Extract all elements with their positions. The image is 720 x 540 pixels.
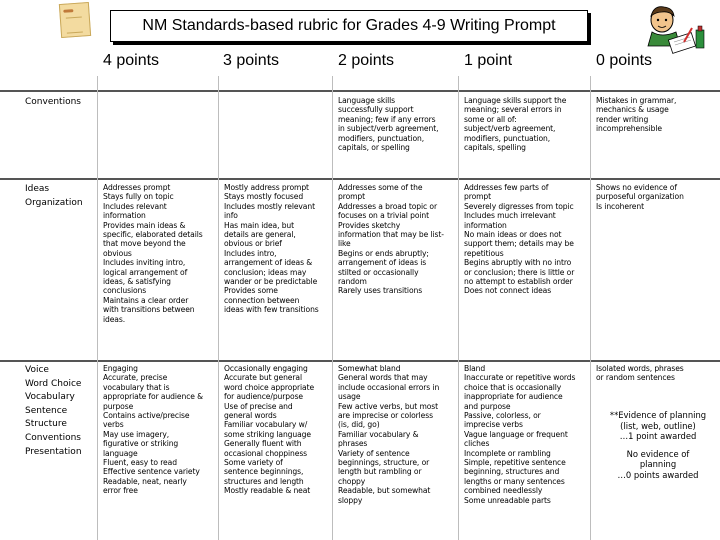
rubric-text-line: choice that is occasionally — [464, 382, 562, 392]
rubric-text-line: Accurate, precise — [103, 373, 168, 383]
rubric-text-line: some or all of: — [464, 114, 517, 124]
cell-voice-3-points — [224, 364, 332, 496]
column-divider — [218, 76, 219, 540]
rubric-text-line: Engaging — [103, 364, 138, 373]
rubric-text-line: Rarely uses transitions — [338, 286, 423, 296]
cell-ideas-1-point — [464, 183, 590, 296]
rubric-text-line: some striking language — [224, 429, 311, 439]
rubric-text-line: details are general, — [224, 230, 296, 240]
rubric-text-line: incomprehensible — [596, 124, 662, 134]
rubric-text-line: mechanics & usage — [596, 105, 669, 115]
rubric-text-line: render writing — [596, 114, 649, 124]
planning-note-line: **Evidence of planning — [609, 410, 707, 420]
row-divider — [0, 90, 720, 92]
planning-note-line: …0 points awarded — [617, 469, 699, 480]
rubric-text-line: Language skills — [338, 96, 396, 105]
row-label-text: Word Choice — [25, 378, 82, 389]
rubric-text-line: cliches — [464, 439, 490, 449]
planning-note — [599, 410, 717, 490]
rubric-text-line: ideas, & satisfying — [103, 277, 171, 287]
rubric-text-line: Some variety of — [224, 458, 283, 468]
cell-ideas-4-points — [103, 183, 218, 324]
rubric-text-line: structures and length — [224, 476, 304, 486]
rubric-text-line: phrases — [338, 439, 368, 449]
rubric-text-line: repetitious — [464, 248, 504, 258]
rubric-text-line: verbs — [103, 420, 124, 430]
row-label-conventions — [25, 96, 81, 110]
rubric-text-line: vocabulary that is — [103, 382, 170, 392]
row-divider — [0, 360, 720, 362]
rubric-text-line: Bland — [464, 364, 486, 373]
rubric-text-line: purpose — [103, 401, 134, 411]
rubric-text-line: Fluent, easy to read — [103, 458, 177, 468]
rubric-text-line: Addresses few parts of — [464, 183, 549, 192]
rubric-text-line: obvious or brief — [224, 239, 282, 249]
rubric-text-line: word choice appropriate — [224, 382, 315, 392]
rubric-text-line: Includes inviting intro, — [103, 258, 186, 268]
rubric-text-line: choppy — [338, 476, 366, 486]
sticky-note-icon — [59, 2, 91, 38]
rubric-text-line: Has main idea, but — [224, 220, 295, 230]
rubric-text-line: prompt — [338, 192, 366, 202]
rubric-text-line: Addresses prompt — [103, 183, 171, 192]
rubric-text-line: include occasional errors in — [338, 382, 440, 392]
planning-note-line: No evidence of — [626, 448, 690, 459]
rubric-text-line: and purpose — [464, 401, 511, 411]
row-label-text: Voice — [25, 365, 49, 375]
rubric-text-line: sloppy — [338, 495, 363, 505]
rubric-text-line: Language skills support the — [464, 96, 567, 105]
cell-conventions-1-point — [464, 96, 590, 152]
rubric-text-line: Incomplete or rambling — [464, 448, 551, 458]
rubric-text-line: or random sentences — [596, 373, 675, 383]
rubric-text-line: language — [103, 448, 138, 458]
rubric-text-line: for audience/purpose — [224, 392, 303, 402]
row-label-text: Sentence — [25, 405, 68, 416]
rubric-text-line: capitals, or spelling — [338, 143, 410, 153]
rubric-text-line: in subject/verb agreement, — [338, 124, 439, 134]
column-divider — [458, 76, 459, 540]
rubric-text-line: prompt — [464, 192, 492, 202]
rubric-text-line: Begins or ends abruptly; — [338, 248, 429, 258]
rubric-text-line: Addresses a broad topic or — [338, 201, 437, 211]
rubric-text-line: length but rambling or — [338, 467, 422, 477]
row-label-text: Organization — [25, 197, 83, 208]
rubric-text-line: inappropriate for audience — [464, 392, 563, 402]
rubric-text-line: (is, did, go) — [338, 420, 380, 430]
rubric-text-line: General words that may — [338, 373, 428, 383]
rubric-text-line: successfully support — [338, 105, 414, 115]
header-3-points: 3 points — [223, 52, 280, 69]
rubric-text-line: support them; details may be — [464, 239, 574, 249]
rubric-text-line: specific, elaborated details — [103, 230, 203, 240]
rubric-text-line: conclusion; ideas may — [224, 267, 307, 277]
header-1-point: 1 point — [464, 52, 513, 69]
row-label-text: Conventions — [25, 97, 81, 107]
rubric-text-line: figurative or striking — [103, 439, 179, 449]
rubric-text-line: conclusions — [103, 286, 147, 296]
rubric-text-line: stilted or occasionally — [338, 267, 419, 277]
rubric-text-line: Readable, but somewhat — [338, 486, 431, 496]
cell-voice-1-point — [464, 364, 590, 505]
cell-voice-2-points — [338, 364, 458, 505]
cell-ideas-3-points — [224, 183, 332, 315]
rubric-text-line: modifiers, punctuation, — [464, 133, 551, 143]
rubric-text-line: Stays mostly focused — [224, 192, 304, 202]
planning-note-line: (list, web, outline) — [620, 420, 696, 431]
rubric-text-line: focuses on a trivial point — [338, 211, 430, 221]
cell-ideas-2-points — [338, 183, 458, 296]
rubric-text-line: Accurate but general — [224, 373, 302, 383]
rubric-text-line: capitals, spelling — [464, 143, 526, 153]
rubric-text-line: wander or be predictable — [224, 277, 318, 287]
rubric-text-line: ideas with few transitions — [224, 305, 319, 315]
rubric-text-line: arrangement of ideas is — [338, 258, 427, 268]
rubric-text-line: Addresses some of the — [338, 183, 423, 192]
row-label-text: Vocabulary — [25, 392, 75, 403]
cell-ideas-0-points — [596, 183, 718, 211]
rubric-text-line: Effective sentence variety — [103, 467, 200, 477]
rubric-text-line: purposeful organization — [596, 192, 684, 202]
row-label-text: Conventions — [25, 432, 81, 443]
row-divider — [0, 178, 720, 180]
rubric-text-line: Provides main ideas & — [103, 220, 186, 230]
rubric-text-line: Maintains a clear order — [103, 295, 189, 305]
rubric-text-line: Generally fluent with — [224, 439, 302, 449]
rubric-text-line: error free — [103, 486, 138, 496]
rubric-text-line: with transitions between — [103, 305, 195, 315]
rubric-text-line: information — [103, 211, 146, 221]
rubric-text-line: imprecise verbs — [464, 420, 523, 430]
rubric-text-line: Includes much irrelevant — [464, 211, 556, 221]
rubric-text-line: Readable, neat, nearly — [103, 476, 187, 486]
rubric-text-line: Some unreadable parts — [464, 495, 551, 505]
rubric-text-line: Occasionally engaging — [224, 364, 308, 373]
rubric-text-line: Is incoherent — [596, 201, 644, 211]
rubric-text-line: info — [224, 211, 238, 221]
rubric-text-line: meaning; several errors in — [464, 105, 562, 115]
row-label-text: Structure — [25, 419, 67, 430]
rubric-text-line: No main ideas or does not — [464, 230, 562, 240]
cell-conventions-0-points — [596, 96, 718, 134]
rubric-text-line: sentence beginnings, — [224, 467, 304, 477]
rubric-text-line: appropriate for audience & — [103, 392, 203, 402]
cell-voice-0-points — [596, 364, 718, 383]
column-divider — [97, 76, 98, 540]
rubric-text-line: Isolated words, phrases — [596, 364, 684, 373]
rubric-text-line: Includes relevant — [103, 201, 167, 211]
rubric-text-line: Mostly readable & neat — [224, 486, 311, 496]
rubric-text-line: subject/verb agreement, — [464, 124, 556, 134]
rubric-text-line: usage — [338, 392, 361, 402]
page-title — [110, 10, 588, 42]
rubric-text-line: Passive, colorless, or — [464, 411, 541, 421]
rubric-text-line: lengths or many sentences — [464, 476, 565, 486]
row-label-voice-word-choice — [25, 364, 82, 459]
rubric-text-line: meaning; few if any errors — [338, 114, 436, 124]
row-label-ideas-organization — [25, 183, 83, 210]
rubric-text-line: ideas. — [103, 314, 126, 324]
planning-note-line: planning — [639, 459, 677, 469]
header-0-points: 0 points — [596, 52, 653, 69]
rubric-text-line: obvious — [103, 248, 132, 258]
rubric-text-line: Simple, repetitive sentence — [464, 458, 566, 468]
rubric-text-line: May use imagery, — [103, 429, 170, 439]
rubric-text-line: general words — [224, 411, 277, 421]
header-2-points: 2 points — [338, 52, 395, 69]
column-divider — [590, 76, 591, 540]
rubric-text-line: Includes mostly relevant — [224, 201, 315, 211]
student-writing-clipart — [636, 2, 708, 54]
rubric-text-line: Vague language or frequent — [464, 429, 568, 439]
rubric-text-line: that move beyond the — [103, 239, 186, 249]
rubric-text-line: Variety of sentence — [338, 448, 410, 458]
rubric-text-line: beginning, structures and — [464, 467, 560, 477]
rubric-text-line: Shows no evidence of — [596, 183, 677, 192]
rubric-text-line: are imprecise or colorless — [338, 411, 433, 421]
rubric-text-line: Mostly address prompt — [224, 183, 309, 192]
rubric-text-line: Familiar vocabulary w/ — [224, 420, 308, 430]
rubric-text-line: beginnings, structure, or — [338, 458, 430, 468]
rubric-text-line: Somewhat bland — [338, 364, 401, 373]
rubric-text-line: modifiers, punctuation, — [338, 133, 425, 143]
rubric-text-line: Contains active/precise — [103, 411, 190, 421]
rubric-text-line: Severely digresses from topic — [464, 201, 574, 211]
rubric-text-line: like — [338, 239, 351, 249]
row-label-text: Presentation — [25, 446, 82, 457]
header-4-points: 4 points — [103, 52, 160, 69]
rubric-text-line: Does not connect ideas — [464, 286, 552, 296]
planning-note-line: …1 point awarded — [619, 431, 697, 441]
rubric-text-line: Familiar vocabulary & — [338, 429, 419, 439]
rubric-text-line: Stays fully on topic — [103, 192, 174, 202]
rubric-text-line: Provides sketchy — [338, 220, 401, 230]
rubric-text-line: Provides some — [224, 286, 278, 296]
rubric-text-line: Begins abruptly with no intro — [464, 258, 572, 268]
rubric-text-line: Few active verbs, but most — [338, 401, 439, 411]
rubric-text-line: information that may be list- — [338, 230, 444, 240]
cell-voice-4-points — [103, 364, 218, 496]
rubric-text-line: or conclusion; there is little or — [464, 267, 575, 277]
rubric-text-line: random — [338, 277, 367, 287]
rubric-text-line: information — [464, 220, 507, 230]
rubric-text-line: Mistakes in grammar, — [596, 96, 677, 105]
rubric-text-line: connection between — [224, 295, 300, 305]
rubric-text-line: combined needlessly — [464, 486, 543, 496]
rubric-text-line: no attempt to establish order — [464, 277, 573, 287]
page-title-text: NM Standards-based rubric for Grades 4-9 Writing Prompt — [142, 17, 556, 34]
column-divider — [332, 76, 333, 540]
rubric-text-line: Use of precise and — [224, 401, 293, 411]
cell-conventions-2-points — [338, 96, 458, 152]
rubric-text-line: logical arrangement of — [103, 267, 188, 277]
rubric-text-line: arrangement of ideas & — [224, 258, 313, 268]
rubric-text-line: Includes intro, — [224, 248, 277, 258]
rubric-text-line: Inaccurate or repetitive words — [464, 373, 576, 383]
rubric-text-line: occasional choppiness — [224, 448, 308, 458]
row-label-text: Ideas — [25, 184, 50, 194]
